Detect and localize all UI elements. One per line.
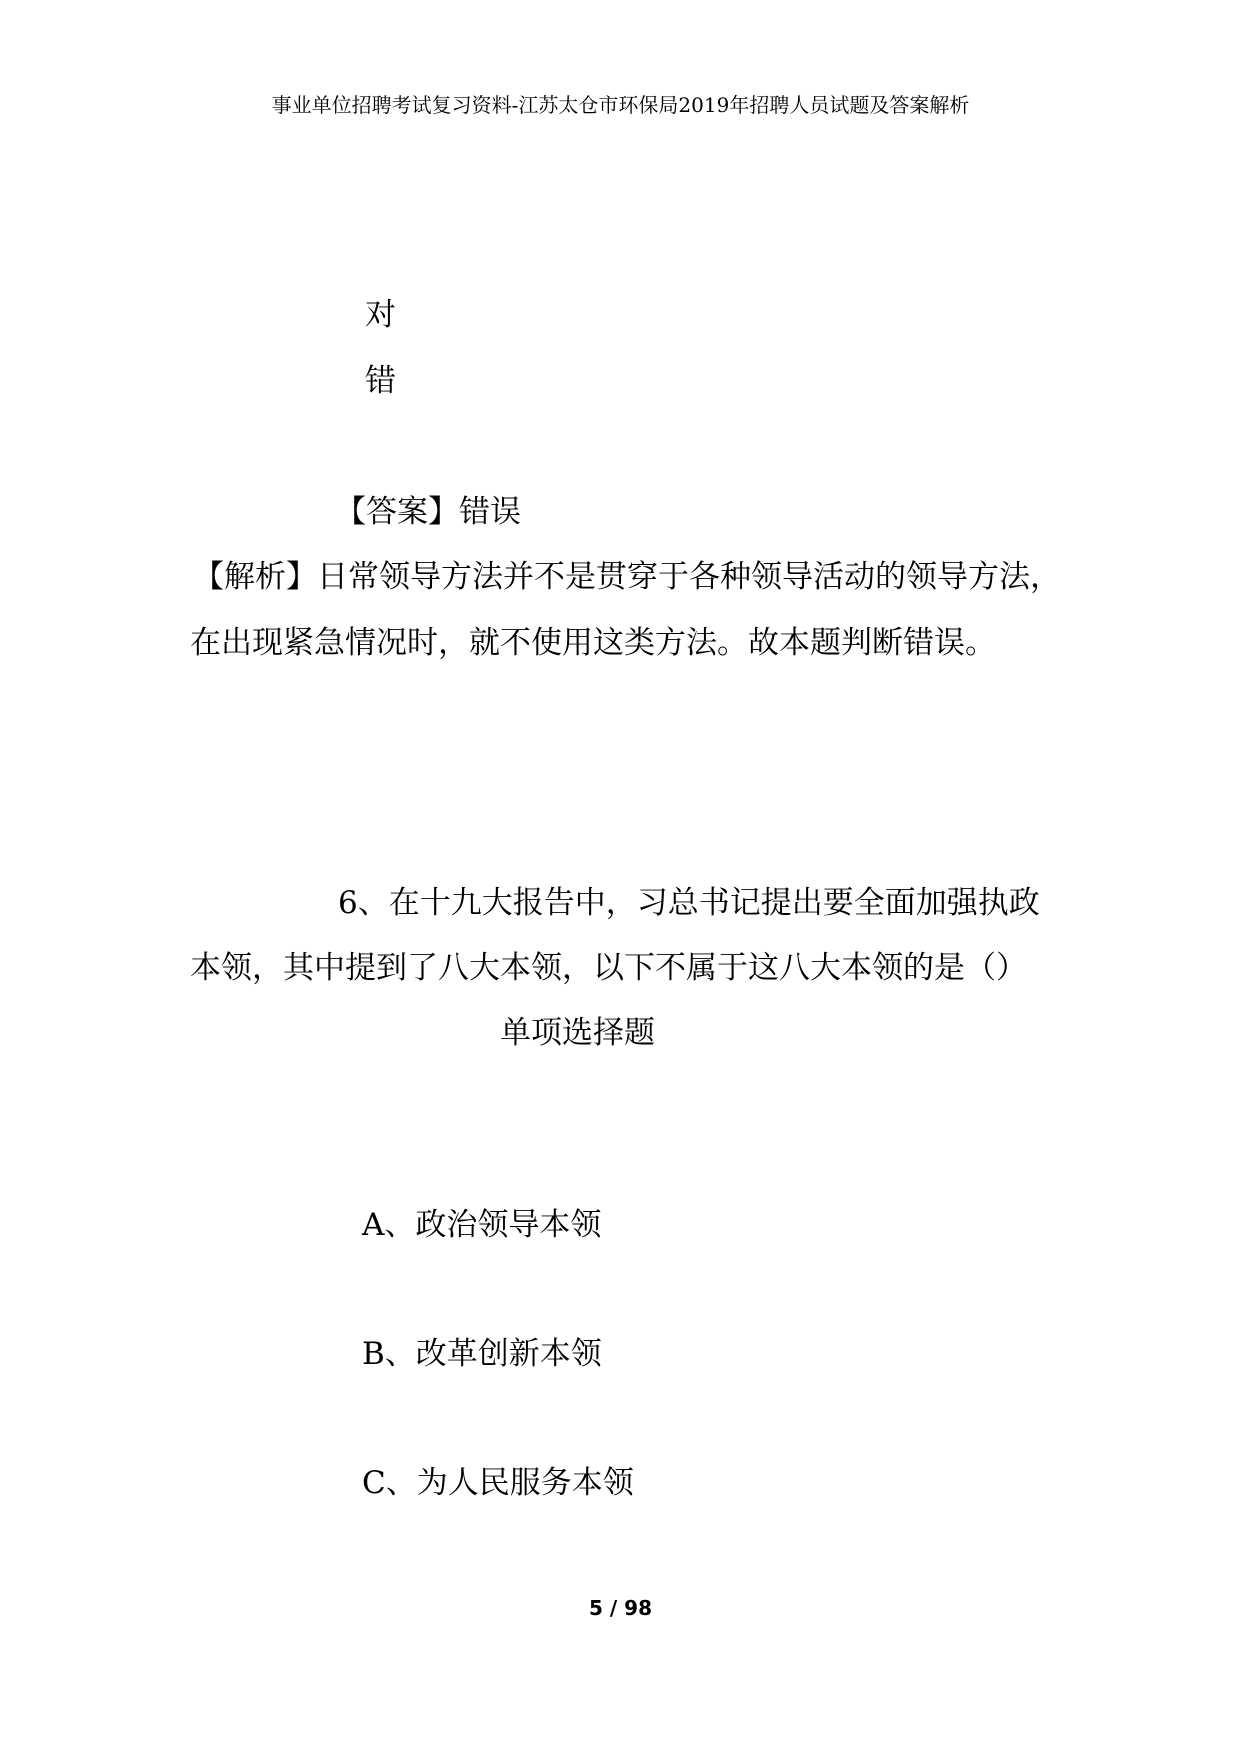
question-stem-line-1: 6、在十九大报告中，习总书记提出要全面加强执政 xyxy=(338,885,1040,921)
choice-c: C、为人民服务本领 xyxy=(362,1465,634,1501)
answer-text: 【答案】错误 xyxy=(335,494,521,530)
choice-b: B、改革创新本领 xyxy=(362,1336,602,1372)
page-number: 5 / 98 xyxy=(589,1596,652,1620)
analysis-line-1: 【解析】日常领导方法并不是贯穿于各种领导活动的领导方法， xyxy=(193,559,1061,595)
false-option: 错 xyxy=(365,363,396,399)
choice-a: A、政治领导本领 xyxy=(362,1207,602,1243)
true-option: 对 xyxy=(365,297,396,333)
question-stem-line-2: 本领，其中提到了八大本领，以下不属于这八大本领的是（） xyxy=(190,950,1027,986)
question-type: 单项选择题 xyxy=(500,1015,655,1051)
analysis-line-2: 在出现紧急情况时，就不使用这类方法。故本题判断错误。 xyxy=(190,625,996,661)
document-header: 事业单位招聘考试复习资料-江苏太仓市环保局2019年招聘人员试题及答案解析 xyxy=(271,93,970,117)
